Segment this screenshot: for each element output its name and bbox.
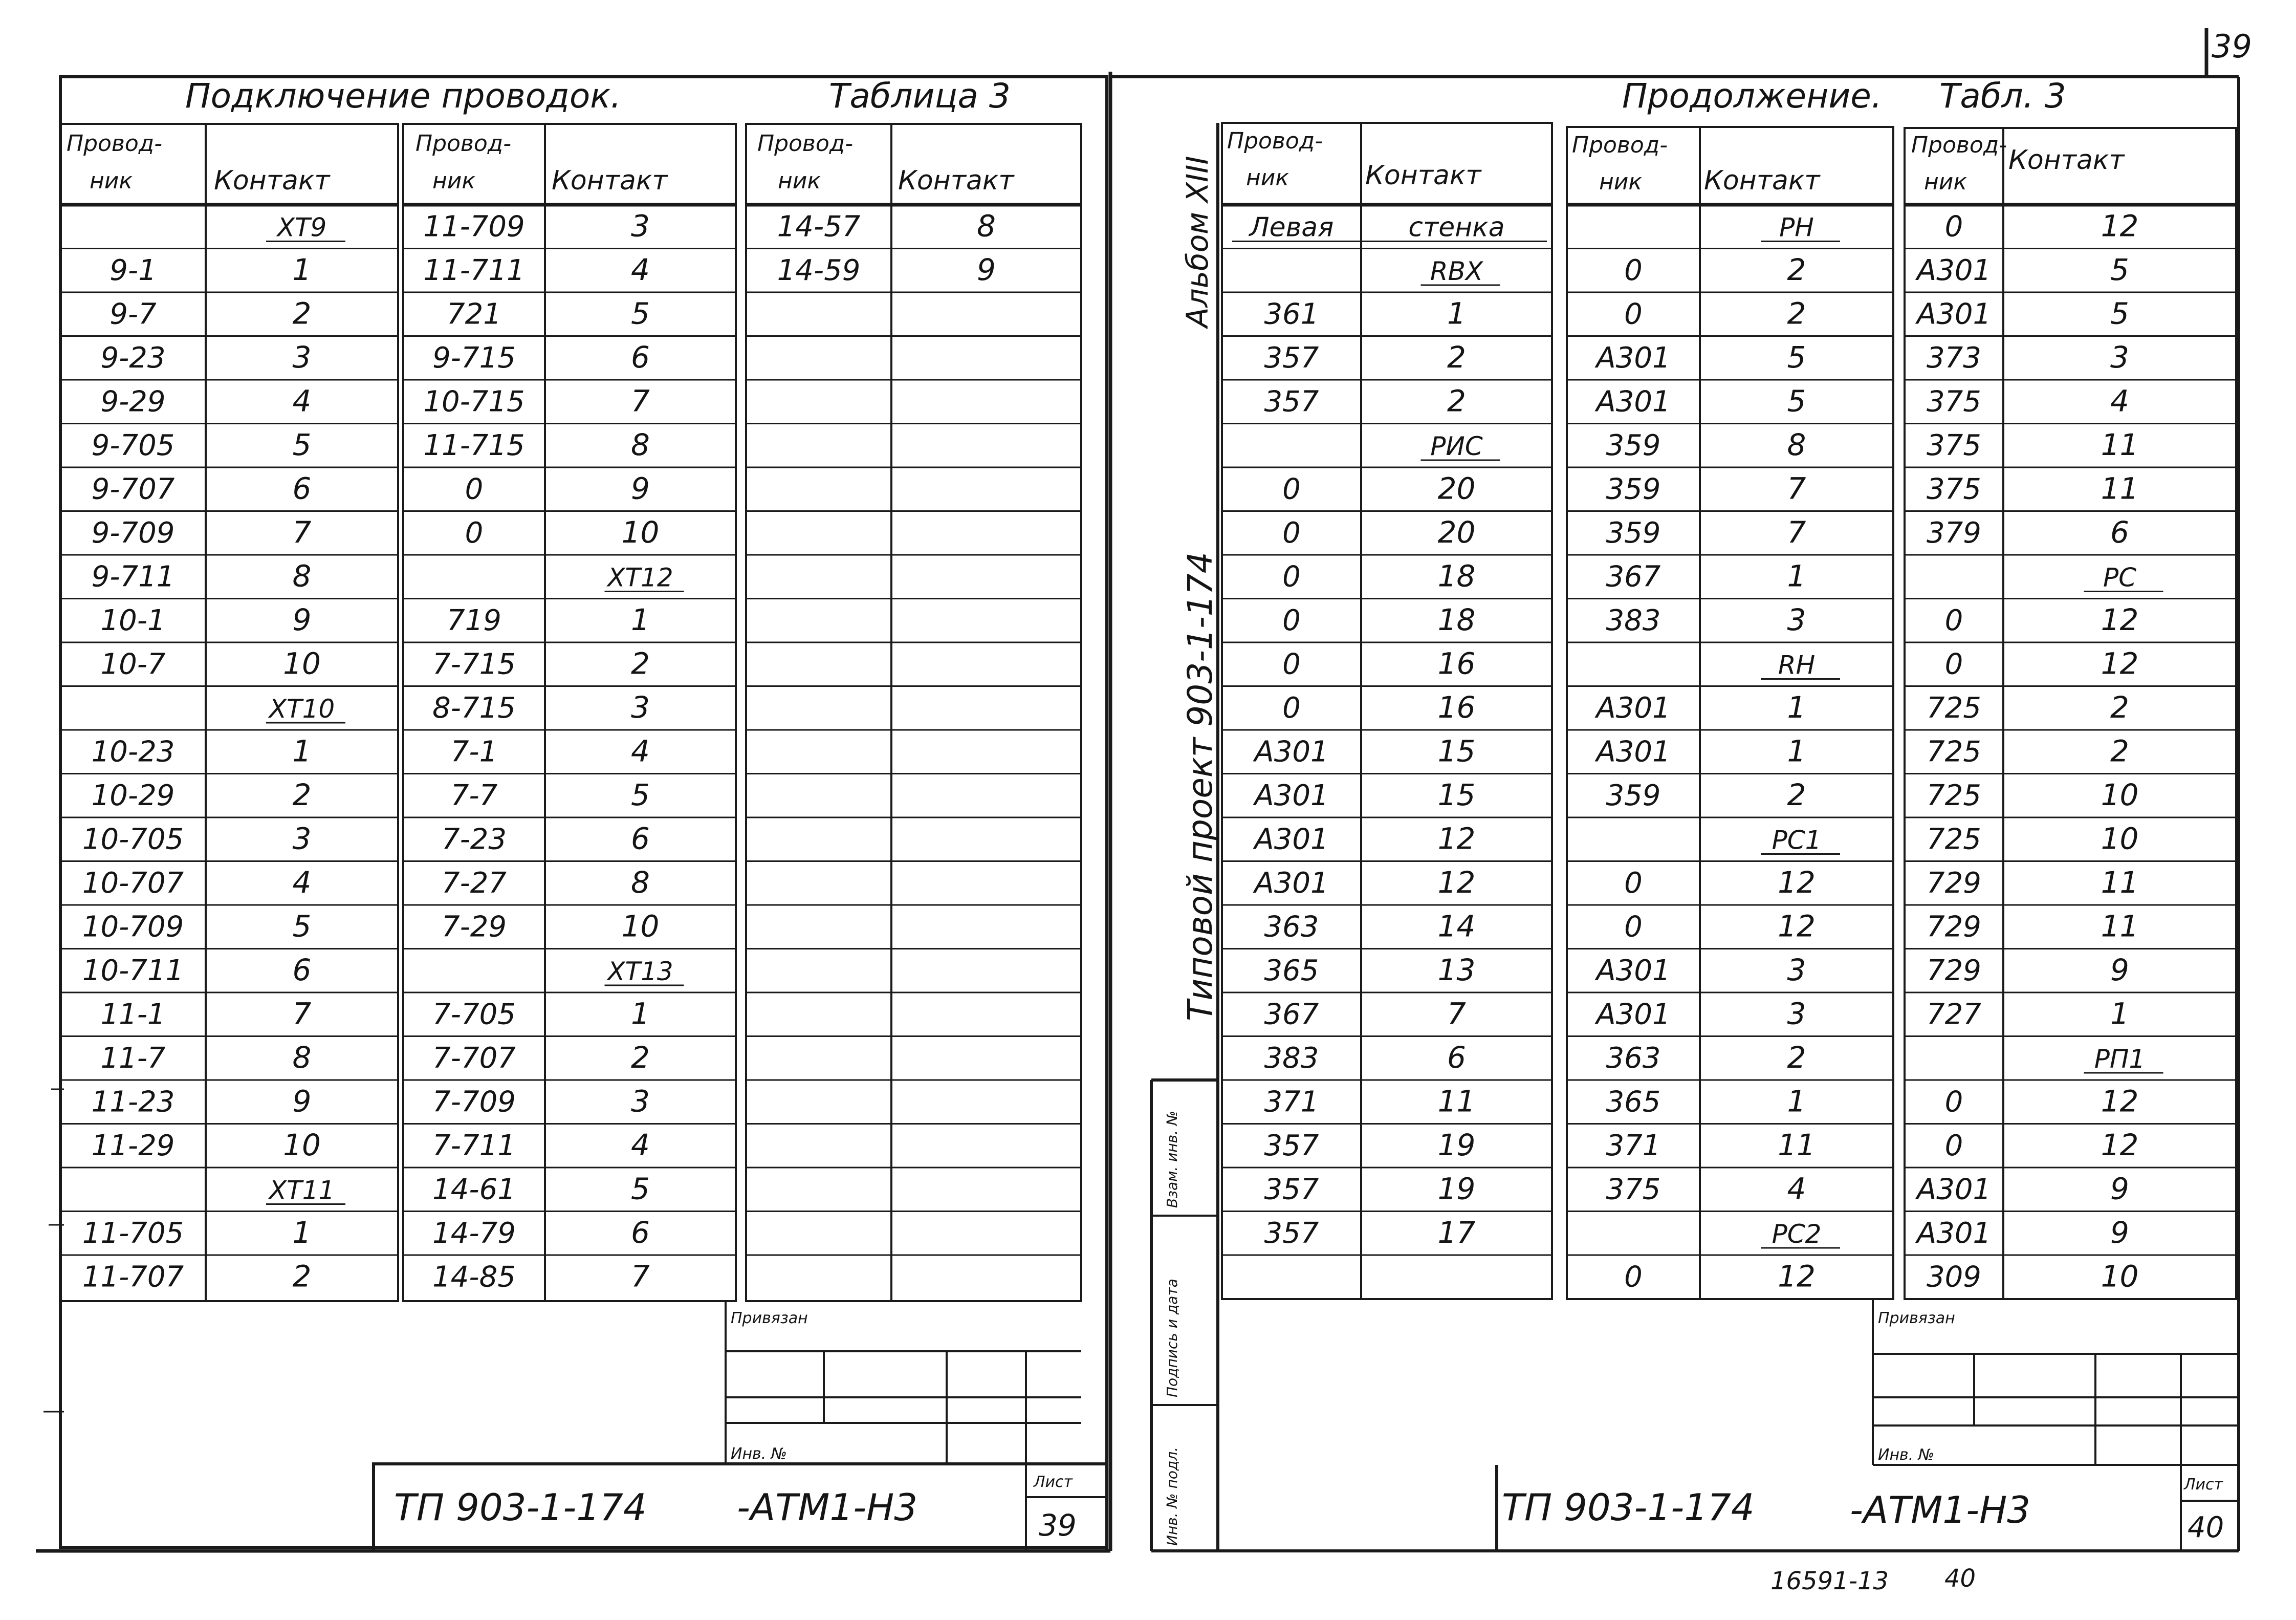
wire-cell: 0 bbox=[1944, 647, 1963, 681]
wire-cell: 8-715 bbox=[432, 692, 516, 725]
contact-cell: 11 bbox=[2101, 471, 2139, 506]
contact-cell: 12 bbox=[2101, 1128, 2139, 1163]
wire-cell: 729 bbox=[1927, 954, 1981, 988]
wire-cell: 7-23 bbox=[441, 823, 507, 856]
contact-cell: 3 bbox=[292, 340, 312, 375]
wire-cell: 727 bbox=[1927, 998, 1981, 1031]
left-table-title: Подключение проводок. bbox=[185, 76, 622, 116]
left-table-rows bbox=[60, 209, 1081, 1294]
contact-cell: 9 bbox=[631, 471, 650, 506]
contact-cell: 20 bbox=[1437, 471, 1476, 506]
wire-cell: 357 bbox=[1264, 341, 1319, 375]
contact-cell: 2 bbox=[1447, 383, 1466, 419]
contact-cell: 19 bbox=[1437, 1128, 1476, 1163]
wire-cell: A301 bbox=[1916, 297, 1992, 331]
contact-cell: 6 bbox=[292, 471, 312, 506]
wire-header: Провод- bbox=[1227, 128, 1323, 154]
wire-header: Провод- bbox=[67, 131, 163, 157]
contact-cell: 13 bbox=[1437, 953, 1476, 988]
terminal-block-label: PП1 bbox=[2094, 1044, 2146, 1074]
wire-cell: 9-709 bbox=[91, 516, 175, 550]
terminal-block-label: РИС bbox=[1430, 431, 1483, 462]
contact-cell: 9 bbox=[292, 602, 312, 638]
right-table-title: Продолжение. bbox=[1622, 76, 1882, 116]
contact-cell: 5 bbox=[292, 909, 312, 944]
wire-cell: 383 bbox=[1606, 604, 1661, 638]
wire-cell: 0 bbox=[1282, 647, 1301, 681]
contact-cell: 16 bbox=[1437, 690, 1476, 725]
left-header-3 bbox=[757, 131, 1015, 196]
wire-cell: 0 bbox=[1944, 1129, 1963, 1163]
contact-header: Контакт bbox=[2008, 145, 2125, 176]
contact-cell: 11 bbox=[1437, 1084, 1476, 1119]
terminal-block-label: RBX bbox=[1430, 256, 1483, 287]
terminal-block-label: PH bbox=[1779, 212, 1814, 243]
terminal-block-label: PC bbox=[2103, 563, 2137, 593]
wire-cell: 7-709 bbox=[432, 1085, 516, 1119]
wire-cell: 7-1 bbox=[450, 735, 498, 769]
wire-cell: 10-1 bbox=[100, 604, 166, 638]
wire-cell: A301 bbox=[1916, 1173, 1992, 1206]
terminal-block-label: XT11 bbox=[269, 1175, 335, 1205]
terminal-block-label: XT13 bbox=[607, 957, 673, 987]
wire-cell: 357 bbox=[1264, 1129, 1319, 1163]
stamp-document-number: ТП 903-1-174 bbox=[1502, 1486, 1755, 1529]
right-sidebar bbox=[1164, 156, 1220, 1546]
wire-cell: A301 bbox=[1254, 735, 1329, 769]
contact-cell: 5 bbox=[631, 1171, 650, 1206]
wire-cell: 0 bbox=[1282, 472, 1301, 506]
stamp-document-number: ТП 903-1-174 bbox=[394, 1486, 647, 1529]
contact-cell: 2 bbox=[1787, 296, 1806, 331]
contact-cell: 2 bbox=[292, 296, 312, 331]
contact-cell: 8 bbox=[631, 427, 650, 463]
wire-cell: 0 bbox=[1944, 1085, 1963, 1119]
wire-cell: A301 bbox=[1916, 254, 1992, 288]
wire-cell: 11-715 bbox=[423, 429, 525, 463]
wire-cell: 11-709 bbox=[423, 210, 525, 244]
contact-cell: 2 bbox=[2110, 733, 2129, 769]
contact-cell: 3 bbox=[2110, 340, 2129, 375]
contact-header: Контакт bbox=[214, 165, 330, 196]
wire-cell: 7-7 bbox=[450, 779, 498, 813]
contact-cell: 5 bbox=[292, 427, 312, 463]
wire-cell: 11-29 bbox=[91, 1129, 175, 1163]
wire-cell: 10-23 bbox=[91, 735, 175, 769]
contact-cell: 11 bbox=[2101, 909, 2139, 944]
stamp-privyazan: Привязан bbox=[1878, 1309, 1955, 1327]
left-stamp bbox=[374, 1301, 1107, 1551]
wire-cell: A301 bbox=[1254, 823, 1329, 856]
stamp-sheet-number: 40 bbox=[2188, 1511, 2224, 1544]
contact-cell: 15 bbox=[1437, 777, 1476, 813]
wire-cell: 375 bbox=[1927, 385, 1981, 419]
wire-cell: 9-1 bbox=[110, 254, 157, 288]
contact-cell: 3 bbox=[631, 1084, 650, 1119]
contact-cell: 15 bbox=[1437, 733, 1476, 769]
contact-cell: 3 bbox=[1787, 602, 1806, 638]
wire-cell: 0 bbox=[1624, 254, 1643, 288]
wire-cell: 11-23 bbox=[91, 1085, 175, 1119]
wire-cell: 0 bbox=[1944, 210, 1963, 244]
wire-cell: 363 bbox=[1606, 1042, 1661, 1075]
wire-cell: A301 bbox=[1254, 779, 1329, 813]
wire-cell: 0 bbox=[465, 516, 484, 550]
wire-cell: 7-29 bbox=[441, 910, 507, 944]
wire-header: Провод- bbox=[1911, 132, 2007, 158]
contact-cell: 8 bbox=[292, 1040, 312, 1075]
contact-cell: 10 bbox=[2101, 1259, 2139, 1294]
contact-cell: 5 bbox=[2110, 252, 2129, 288]
contact-cell: 10 bbox=[2101, 821, 2139, 856]
contact-cell: 11 bbox=[2101, 865, 2139, 900]
wire-cell: A301 bbox=[1254, 867, 1329, 900]
contact-cell: 16 bbox=[1437, 646, 1476, 681]
contact-cell: 2 bbox=[631, 1040, 650, 1075]
contact-cell: 2 bbox=[1787, 777, 1806, 813]
contact-cell: 12 bbox=[1437, 821, 1476, 856]
contact-cell: 3 bbox=[1787, 953, 1806, 988]
left-sheet bbox=[36, 76, 1110, 1551]
contact-cell: 10 bbox=[621, 515, 660, 550]
wire-cell: 9-29 bbox=[100, 385, 166, 419]
wire-cell: 0 bbox=[1624, 297, 1643, 331]
contact-cell: 20 bbox=[1437, 515, 1476, 550]
contact-cell: 2 bbox=[1787, 1040, 1806, 1075]
sidebar-album: Альбом XIII bbox=[1180, 156, 1215, 328]
wire-cell: A301 bbox=[1596, 998, 1671, 1031]
wire-cell: 10-705 bbox=[82, 823, 184, 856]
wire-cell: 10-7 bbox=[100, 647, 166, 681]
contact-cell: 7 bbox=[292, 996, 312, 1031]
contact-cell: 1 bbox=[292, 252, 312, 288]
wire-header-2: ник bbox=[90, 168, 133, 194]
wire-cell: 7-27 bbox=[441, 867, 507, 900]
contact-cell: 12 bbox=[2101, 208, 2139, 244]
wire-cell: 383 bbox=[1264, 1042, 1319, 1075]
wire-cell: 375 bbox=[1606, 1173, 1661, 1206]
wire-cell: 373 bbox=[1927, 341, 1981, 375]
contact-cell: 12 bbox=[1778, 1259, 1816, 1294]
wire-cell: 375 bbox=[1927, 429, 1981, 463]
wire-cell: 0 bbox=[1282, 516, 1301, 550]
wire-cell: 0 bbox=[1282, 604, 1301, 638]
terminal-block-label: RH bbox=[1778, 650, 1816, 680]
contact-cell: 9 bbox=[2110, 953, 2129, 988]
contact-cell: 8 bbox=[292, 558, 312, 594]
stamp-inv-number: Инв. № bbox=[1878, 1446, 1935, 1464]
contact-cell: 18 bbox=[1437, 558, 1476, 594]
contact-cell: 1 bbox=[2110, 996, 2129, 1031]
wire-cell: 309 bbox=[1927, 1260, 1981, 1294]
wire-cell: 0 bbox=[1624, 1260, 1643, 1294]
contact-cell: 4 bbox=[292, 865, 312, 900]
wire-cell: 361 bbox=[1264, 297, 1319, 331]
contact-cell: 3 bbox=[631, 690, 650, 725]
wire-cell: 359 bbox=[1606, 472, 1661, 506]
right-header-3 bbox=[1911, 132, 2125, 195]
wire-cell: 359 bbox=[1606, 779, 1661, 813]
sidebar-podpis-data: Подпись и дата bbox=[1164, 1279, 1180, 1397]
contact-cell: 4 bbox=[2110, 383, 2129, 419]
wire-cell: 11-707 bbox=[82, 1260, 184, 1294]
wire-cell: 357 bbox=[1264, 1217, 1319, 1250]
wire-cell: A301 bbox=[1596, 341, 1671, 375]
contact-cell: 12 bbox=[1437, 865, 1476, 900]
right-sheet bbox=[1110, 76, 2239, 1595]
wire-cell: 371 bbox=[1606, 1129, 1661, 1163]
contact-cell: 5 bbox=[631, 296, 650, 331]
wire-cell: 7-715 bbox=[432, 647, 516, 681]
wire-cell: A301 bbox=[1596, 735, 1671, 769]
contact-cell: 9 bbox=[2110, 1215, 2129, 1250]
contact-cell: 2 bbox=[2110, 690, 2129, 725]
wire-cell: 11-705 bbox=[82, 1217, 184, 1250]
wire-cell: 9-23 bbox=[100, 341, 166, 375]
contact-header: Контакт bbox=[1704, 165, 1820, 196]
contact-cell: 2 bbox=[292, 1259, 312, 1294]
stamp-sheet-label: Лист bbox=[2184, 1476, 2223, 1494]
contact-header: Контакт bbox=[552, 165, 668, 196]
contact-cell: 7 bbox=[292, 515, 312, 550]
wire-cell: 10-707 bbox=[82, 867, 184, 900]
contact-cell: 8 bbox=[631, 865, 650, 900]
wire-cell: 14-79 bbox=[432, 1217, 516, 1250]
wire-header: Провод- bbox=[757, 131, 854, 157]
contact-cell: 4 bbox=[292, 383, 312, 419]
contact-cell: 1 bbox=[631, 602, 650, 638]
contact-cell: 1 bbox=[1787, 558, 1806, 594]
wire-cell: 11-7 bbox=[100, 1042, 166, 1075]
contact-cell: 2 bbox=[1447, 340, 1466, 375]
wire-cell: 0 bbox=[1282, 692, 1301, 725]
wire-cell: 725 bbox=[1927, 823, 1981, 856]
contact-cell: 4 bbox=[1787, 1171, 1806, 1206]
wire-cell: 14-85 bbox=[432, 1260, 516, 1294]
wire-cell: 365 bbox=[1606, 1085, 1661, 1119]
contact-cell: 9 bbox=[292, 1084, 312, 1119]
contact-header: Контакт bbox=[898, 165, 1014, 196]
sidebar-inv-podl: Инв. № подл. bbox=[1164, 1446, 1180, 1546]
wire-cell: 725 bbox=[1927, 692, 1981, 725]
contact-cell: 12 bbox=[1778, 865, 1816, 900]
right-header-2 bbox=[1572, 132, 1821, 196]
wire-cell: 10-709 bbox=[82, 910, 184, 944]
contact-cell: 8 bbox=[977, 208, 996, 244]
wire-cell: 371 bbox=[1264, 1085, 1319, 1119]
contact-cell: 10 bbox=[283, 646, 321, 681]
wire-cell: 379 bbox=[1927, 516, 1981, 550]
left-header-2 bbox=[416, 131, 668, 196]
contact-cell: 4 bbox=[631, 733, 650, 769]
right-stamp bbox=[1497, 1299, 2239, 1551]
wire-header-2: ник bbox=[432, 168, 475, 194]
wire-cell: 14-57 bbox=[777, 210, 861, 244]
wire-cell: 9-705 bbox=[91, 429, 175, 463]
wire-cell: 7-705 bbox=[432, 998, 516, 1031]
wire-cell: 9-715 bbox=[432, 341, 516, 375]
wire-header-2: ник bbox=[1599, 169, 1642, 195]
wire-cell: 375 bbox=[1927, 472, 1981, 506]
wire-cell: 365 bbox=[1264, 954, 1319, 988]
contact-cell: 12 bbox=[2101, 646, 2139, 681]
wire-cell: 7-711 bbox=[432, 1129, 516, 1163]
left-table-label: Таблица 3 bbox=[829, 76, 1011, 116]
contact-cell: 9 bbox=[977, 252, 996, 288]
left-header-1 bbox=[67, 131, 331, 196]
wire-cell: 363 bbox=[1264, 910, 1319, 944]
wire-cell: 359 bbox=[1606, 516, 1661, 550]
wire-cell: 725 bbox=[1927, 735, 1981, 769]
right-table-label: Табл. 3 bbox=[1939, 76, 2066, 116]
right-header-1 bbox=[1227, 128, 1482, 191]
wire-cell: 357 bbox=[1264, 385, 1319, 419]
wall-label: Левая bbox=[1249, 212, 1334, 243]
wire-cell: 10-715 bbox=[423, 385, 525, 419]
footer-page: 40 bbox=[1944, 1564, 1976, 1593]
contact-cell: 5 bbox=[1787, 340, 1806, 375]
contact-cell: 12 bbox=[2101, 602, 2139, 638]
contact-cell: 1 bbox=[1447, 296, 1466, 331]
wire-cell: 10-711 bbox=[82, 954, 184, 988]
wire-cell: 725 bbox=[1927, 779, 1981, 813]
contact-cell: 5 bbox=[1787, 383, 1806, 419]
stamp-sheet-label: Лист bbox=[1034, 1473, 1073, 1491]
wire-header-2: ник bbox=[1246, 165, 1289, 191]
contact-cell: 7 bbox=[1787, 471, 1806, 506]
contact-cell: 5 bbox=[631, 777, 650, 813]
contact-cell: 1 bbox=[292, 733, 312, 769]
wire-cell: 11-1 bbox=[100, 998, 166, 1031]
contact-header: Контакт bbox=[1365, 160, 1481, 191]
wire-header-2: ник bbox=[1924, 169, 1967, 195]
contact-cell: 3 bbox=[1787, 996, 1806, 1031]
wire-cell: 0 bbox=[1624, 910, 1643, 944]
wire-cell: 10-29 bbox=[91, 779, 175, 813]
contact-cell: 18 bbox=[1437, 602, 1476, 638]
wire-cell: A301 bbox=[1916, 1217, 1992, 1250]
wire-cell: A301 bbox=[1596, 692, 1671, 725]
stamp-document-code: -АТМ1-Н3 bbox=[1850, 1488, 2031, 1531]
wire-cell: 721 bbox=[447, 297, 501, 331]
wire-cell: 11-711 bbox=[423, 254, 525, 288]
contact-cell: 7 bbox=[1787, 515, 1806, 550]
contact-cell: 1 bbox=[1787, 1084, 1806, 1119]
contact-cell: 7 bbox=[631, 383, 650, 419]
terminal-block-label: PC2 bbox=[1772, 1219, 1822, 1249]
wire-cell: 9-707 bbox=[91, 472, 175, 506]
contact-cell: 12 bbox=[2101, 1084, 2139, 1119]
contact-cell: 9 bbox=[2110, 1171, 2129, 1206]
wire-cell: 367 bbox=[1606, 560, 1661, 594]
terminal-block-label: PC1 bbox=[1772, 825, 1822, 855]
stamp-privyazan: Привязан bbox=[731, 1309, 808, 1327]
terminal-block-label: XT9 bbox=[277, 212, 327, 243]
contact-cell: 10 bbox=[621, 909, 660, 944]
stamp-document-code: -АТМ1-Н3 bbox=[737, 1486, 918, 1529]
wire-header: Провод- bbox=[416, 131, 512, 157]
contact-cell: 6 bbox=[2110, 515, 2129, 550]
sidebar-vzam-inv: Взам. инв. № bbox=[1164, 1110, 1180, 1208]
wire-cell: 367 bbox=[1264, 998, 1319, 1031]
wire-cell: 14-61 bbox=[432, 1173, 516, 1206]
stamp-sheet-number: 39 bbox=[1039, 1508, 1077, 1543]
contact-cell: 17 bbox=[1437, 1215, 1476, 1250]
wire-cell: 0 bbox=[465, 472, 484, 506]
contact-cell: 6 bbox=[631, 340, 650, 375]
wire-header: Провод- bbox=[1572, 132, 1668, 158]
contact-cell: 19 bbox=[1437, 1171, 1476, 1206]
wire-cell: 729 bbox=[1927, 910, 1981, 944]
wire-cell: 9-711 bbox=[91, 560, 175, 594]
contact-cell: 1 bbox=[292, 1215, 312, 1250]
contact-cell: 1 bbox=[631, 996, 650, 1031]
footer-note: 16591-13 bbox=[1770, 1567, 1889, 1595]
contact-cell: 6 bbox=[631, 821, 650, 856]
contact-cell: 10 bbox=[2101, 777, 2139, 813]
wire-cell: 0 bbox=[1624, 867, 1643, 900]
wire-cell: A301 bbox=[1596, 954, 1671, 988]
stamp-inv-number: Инв. № bbox=[731, 1445, 788, 1463]
right-table-rows bbox=[1222, 209, 2236, 1294]
contact-cell: 6 bbox=[631, 1215, 650, 1250]
contact-cell: 2 bbox=[292, 777, 312, 813]
contact-cell: 6 bbox=[292, 953, 312, 988]
contact-cell: 2 bbox=[631, 646, 650, 681]
wire-cell: 9-7 bbox=[110, 297, 157, 331]
contact-cell: 7 bbox=[1447, 996, 1466, 1031]
contact-cell: 14 bbox=[1437, 909, 1476, 944]
wire-cell: 7-707 bbox=[432, 1042, 516, 1075]
wire-cell: A301 bbox=[1596, 385, 1671, 419]
contact-cell: 5 bbox=[2110, 296, 2129, 331]
contact-cell: 11 bbox=[1778, 1128, 1816, 1163]
terminal-block-label: XT10 bbox=[269, 694, 335, 724]
contact-cell: 3 bbox=[631, 208, 650, 244]
contact-cell: 4 bbox=[631, 252, 650, 288]
contact-cell: 1 bbox=[1787, 733, 1806, 769]
wire-header-2: ник bbox=[778, 168, 821, 194]
contact-cell: 1 bbox=[1787, 690, 1806, 725]
contact-cell: 12 bbox=[1778, 909, 1816, 944]
contact-cell: 6 bbox=[1447, 1040, 1466, 1075]
contact-cell: 11 bbox=[2101, 427, 2139, 463]
contact-cell: 3 bbox=[292, 821, 312, 856]
contact-cell: 7 bbox=[631, 1259, 650, 1294]
contact-cell: 10 bbox=[283, 1128, 321, 1163]
terminal-block-label: XT12 bbox=[607, 563, 673, 593]
wire-cell: 719 bbox=[447, 604, 501, 638]
wire-cell: 729 bbox=[1927, 867, 1981, 900]
sidebar-project: Типовой проект 903-1-174 bbox=[1180, 552, 1220, 1021]
contact-cell: 8 bbox=[1787, 427, 1806, 463]
wire-cell: 359 bbox=[1606, 429, 1661, 463]
wire-cell: 357 bbox=[1264, 1173, 1319, 1206]
wire-cell: 14-59 bbox=[777, 254, 861, 288]
corner-page-number: 39 bbox=[2212, 28, 2252, 65]
wire-cell: 0 bbox=[1282, 560, 1301, 594]
wall-label: стенка bbox=[1408, 212, 1505, 243]
contact-cell: 4 bbox=[631, 1128, 650, 1163]
contact-cell: 2 bbox=[1787, 252, 1806, 288]
wire-cell: 0 bbox=[1944, 604, 1963, 638]
